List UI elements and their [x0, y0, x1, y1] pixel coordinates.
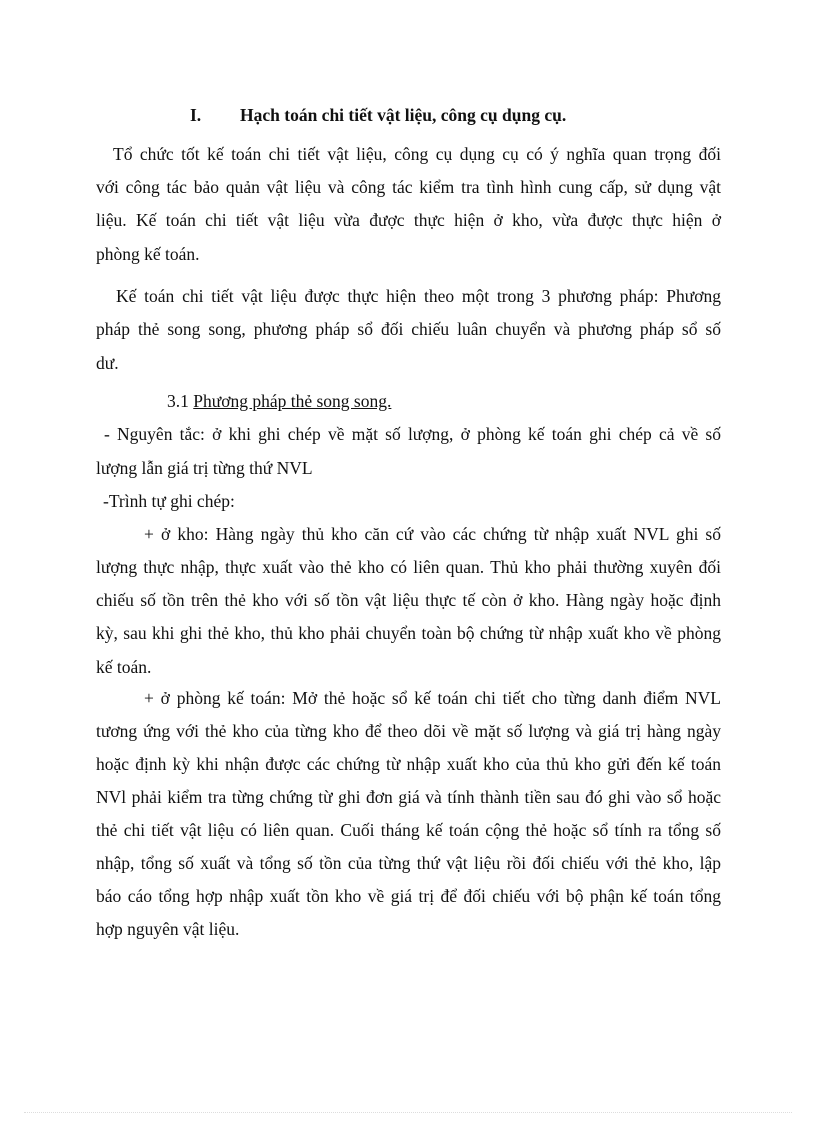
paragraph-line: + ở kho: Hàng ngày thủ kho căn cứ vào các chứng từ nhập xuất NVL ghi số: [144, 524, 721, 544]
paragraph-line: kỳ, sau khi ghi thẻ kho, thủ kho phải chuyển toàn bộ chứng từ nhập xuất kho về phòng: [96, 623, 721, 643]
paragraph-line: liệu. Kế toán chi tiết vật liệu vừa được thực hiện ở kho, vừa được thực hiện ở: [96, 210, 721, 230]
paragraph-line: hợp nguyên vật liệu.: [96, 919, 240, 939]
paragraph-line: với công tác bảo quản vật liệu và công tác kiểm tra tình hình cung cấp, sử dụng vật: [96, 177, 721, 197]
paragraph-line: dư.: [96, 353, 119, 373]
paragraph-line: báo cáo tổng hợp nhập xuất tồn kho về giá trị để đối chiếu với bộ phận kế toán tổng: [96, 886, 721, 906]
page-bottom-divider: [24, 1112, 792, 1113]
paragraph-line: phòng kế toán.: [96, 244, 200, 264]
paragraph-line: lượng lẫn giá trị từng thứ NVL: [96, 458, 313, 478]
heading-title: Hạch toán chi tiết vật liệu, công cụ dụng cụ.: [240, 105, 567, 125]
paragraph-line: lượng thực nhập, thực xuất vào thẻ kho có liên quan. Thủ kho phải thường xuyên đối: [96, 557, 721, 577]
paragraph-line: chiếu số tồn trên thẻ kho với số tồn vật liệu thực tế còn ở kho. Hàng ngày hoặc định: [96, 590, 721, 610]
paragraph-line: Tổ chức tốt kế toán chi tiết vật liệu, công cụ dụng cụ có ý nghĩa quan trọng đối: [113, 144, 721, 164]
paragraph-line: tương ứng với thẻ kho của từng kho để theo dõi về mặt số lượng và giá trị hàng ngày: [96, 721, 721, 741]
paragraph-line: thẻ chi tiết vật liệu có liên quan. Cuối tháng kế toán cộng thẻ hoặc sổ tính ra tổng số: [96, 820, 721, 840]
paragraph-line: - Nguyên tắc: ở khi ghi chép về mặt số lượng, ở phòng kế toán ghi chép cả về số: [104, 424, 721, 444]
paragraph-line: nhập, tổng số xuất và tổng số tồn của từng thứ vật liệu rồi đối chiếu với thẻ kho, lập: [96, 853, 721, 873]
paragraph-line: hoặc định kỳ khi nhận được các chứng từ nhập xuất kho của thủ kho gửi đến kế toán: [96, 754, 721, 774]
paragraph-line: NVl phải kiểm tra từng chứng từ ghi đơn giá và tính thành tiền sau đó ghi vào sổ hoặc: [96, 787, 721, 807]
heading-number: I.: [190, 105, 202, 125]
paragraph-line: Kế toán chi tiết vật liệu được thực hiện theo một trong 3 phương pháp: Phương: [116, 286, 721, 306]
section-heading: [167, 390, 391, 412]
section-title: Phương pháp thẻ song song.: [193, 391, 392, 411]
section-number: 3.1: [167, 391, 189, 411]
paragraph-line: pháp thẻ song song, phương pháp sổ đối chiếu luân chuyển và phương pháp sổ số: [96, 319, 721, 339]
paragraph-line: kế toán.: [96, 657, 152, 677]
procedure-label: -Trình tự ghi chép:: [103, 491, 235, 511]
paragraph-line: + ở phòng kế toán: Mở thẻ hoặc sổ kế toán chi tiết cho từng danh điểm NVL: [144, 688, 721, 708]
